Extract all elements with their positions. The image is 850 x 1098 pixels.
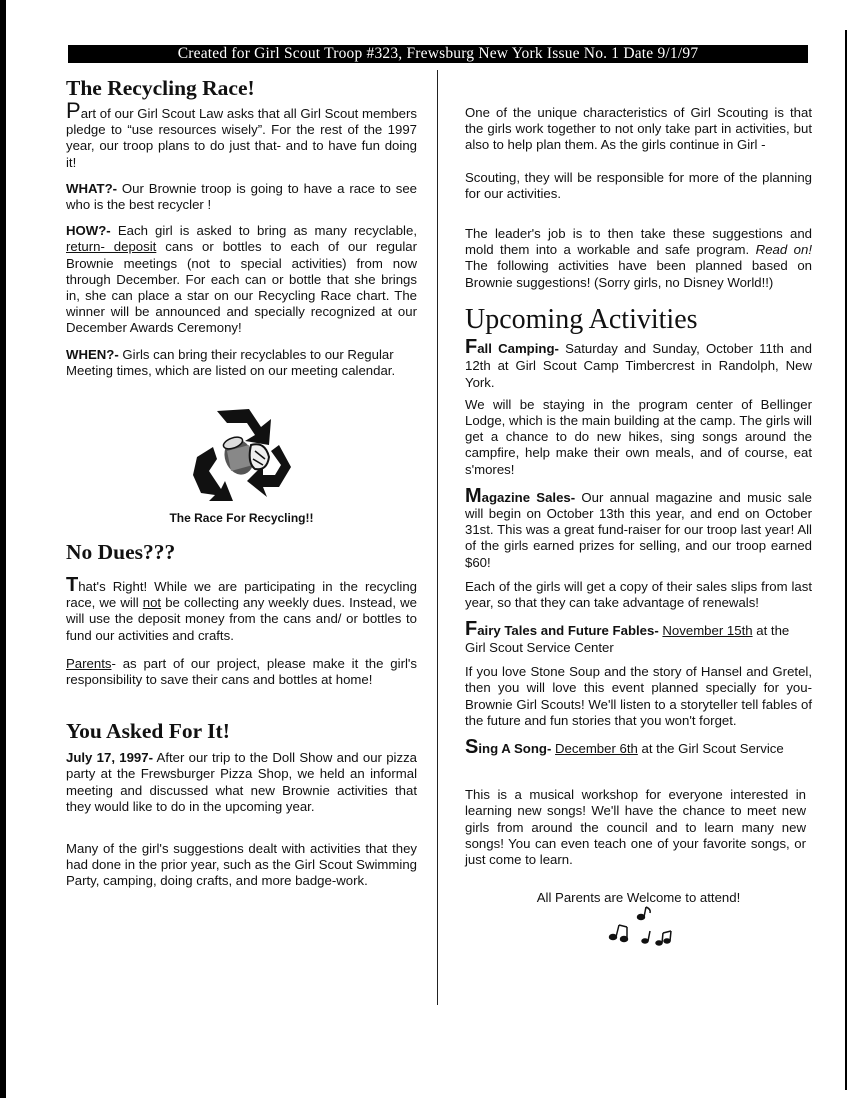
song-paragraph-2: This is a musical workshop for everyone interested in learning new songs! We'll have the chance to meet new girls from around the council and to learn many new songs! You can even teach one of your favorite songs, or just come to learn. xyxy=(465,787,806,868)
dropcap: M xyxy=(465,484,482,507)
how-label: HOW?- xyxy=(66,223,111,239)
column-divider xyxy=(437,70,438,1005)
dues-not: not xyxy=(142,595,162,611)
how-underline: return- deposit xyxy=(66,239,157,255)
dues-paragraph-2 xyxy=(66,656,417,688)
how-text-1: Each girl is asked to bring as many recyclable, xyxy=(110,223,417,239)
magazine-label: agazine Sales- xyxy=(481,489,576,505)
fairy-paragraph xyxy=(465,618,812,656)
fairy-text: at the Girl Scout Service Center xyxy=(465,623,790,656)
fairy-paragraph-2: If you love Stone Soup and the story of Hansel and Gretel, then you will love this event planned specially for you- Brownie Girl Scouts! We'll listen to a storyteller tell fables of the future and fun stories that you won't forget. xyxy=(465,664,812,728)
what-text: Our Brownie troop is going to have a race to see who is the best recycler ! xyxy=(66,180,417,213)
intro-rest: The following activities have been planned based on Brownie suggestions! (Sorry girls, no Disney World!!) xyxy=(465,258,812,290)
how-text-2: cans or bottles to each of our regular Brownie meetings (not to special activities) from now through December. For each can or bottle that she brings in, she can place a star on our Recycling Race chart. The winner will be announced and specially recognized at our December Awards Ceremony! xyxy=(66,239,417,336)
asked-paragraph-2: Many of the girl's suggestions dealt with activities that they had done in the prior year, such as the Girl Scout Swimming Party, camping, doing crafts, and more badge-work. xyxy=(66,841,417,889)
recycling-what xyxy=(66,181,417,213)
camping-paragraph-2: We will be staying in the program center of Bellinger Lodge, which is the main building at the camp. The girls will get a chance to do new hikes, sing songs around the campfire, help make their own meals, and of course, eat s'mores! xyxy=(465,396,812,477)
asked-paragraph-1 xyxy=(66,750,417,815)
camping-paragraph xyxy=(465,335,812,391)
page-edge-left xyxy=(0,0,6,1098)
dropcap: S xyxy=(465,736,479,759)
magazine-paragraph xyxy=(465,484,812,571)
asked-title: You Asked For It! xyxy=(66,719,230,744)
closing-line: All Parents are Welcome to attend! xyxy=(536,890,741,906)
music-notes-icon xyxy=(593,905,683,949)
right-column xyxy=(465,105,812,949)
fairy-label: airy Tales and Future Fables- xyxy=(477,623,659,639)
when-text: Girls can bring their recyclables to our Regular Meeting times, which are listed on our meeting calendar. xyxy=(66,346,396,378)
when-label: WHEN?- xyxy=(66,346,119,362)
bottle-icon xyxy=(249,444,268,469)
masthead-banner: Created for Girl Scout Troop #323, Frewsburg New York Issue No. 1 Date 9/1/97 xyxy=(68,45,808,63)
dropcap: P xyxy=(66,98,81,123)
read-on: Read on! xyxy=(755,242,812,258)
fairy-date: November 15th xyxy=(662,623,753,639)
camping-label: all Camping- xyxy=(477,340,559,356)
dues-text-2: be collecting any weekly dues. Instead, we will use the deposit money from the cans and/ or bottles to fund our activities and crafts. xyxy=(66,595,417,643)
recycling-clipart xyxy=(187,405,297,505)
intro-paragraph-1: One of the unique characteristics of Girl Scouting is that the girls work together to not only take part in activities, but also to help plan them. As the girls continue in Girl - xyxy=(465,105,812,153)
camping-text: Saturday and Sunday, October 11th and 12th at Girl Scout Camp Timbercrest in Randolph, New York. xyxy=(465,340,812,390)
dropcap: F xyxy=(465,335,478,358)
magazine-paragraph-2: Each of the girls will get a copy of their sales slips from last year, so that they can take advantage of renewals! xyxy=(465,578,812,611)
dropcap: F xyxy=(465,618,478,641)
song-text: at the Girl Scout Service xyxy=(637,741,784,757)
what-label: WHAT?- xyxy=(66,180,118,196)
magazine-text: Our annual magazine and music sale will begin on October 13th this year, and end on October 31st. This was a great fund-raiser for our troop last year! All of the girls earned prizes for selling, and our troop earned $60! xyxy=(465,489,812,570)
asked-date: July 17, 1997- xyxy=(66,750,153,766)
recycling-how xyxy=(66,223,417,336)
recycling-intro-text: art of our Girl Scout Law asks that all Girl Scout members pledge to “use resources wisely”. For the rest of the 1997 year, our troop plans to do just that- and to have fun doing it! xyxy=(66,106,417,170)
recycling-title: The Recycling Race! xyxy=(66,76,255,100)
intro-paragraph-2: Scouting, they will be responsible for more of the planning for our activities. xyxy=(465,169,812,201)
intro-text: The leader's job is to then take these suggestions and mold them into a workable and safe program. xyxy=(465,226,812,258)
intro-paragraph-3 xyxy=(465,226,812,291)
parents-text: - as part of our project, please make it the girl's responsibility to save their cans and bottles at home! xyxy=(66,655,417,688)
asked-text: After our trip to the Doll Show and our pizza party at the Frewsburger Pizza Shop, we held an informal meeting and discussed what new Brownie activities that they would like to do in the upcoming year. xyxy=(66,750,417,814)
page-edge-right xyxy=(845,30,847,1090)
recycling-when xyxy=(66,347,417,379)
song-label: ing A Song- xyxy=(478,741,552,757)
image-caption: The Race For Recycling!! xyxy=(169,511,314,526)
left-column xyxy=(66,75,417,890)
song-date: December 6th xyxy=(555,741,638,757)
dues-paragraph-1 xyxy=(66,574,417,644)
parents-label: Parents xyxy=(66,655,112,671)
dues-text-1: hat's Right! While we are participating in the recycling race, we will xyxy=(66,579,417,611)
song-paragraph xyxy=(465,736,812,759)
recycling-intro xyxy=(66,98,417,171)
dues-title: No Dues??? xyxy=(66,540,176,565)
dropcap: T xyxy=(66,574,79,597)
upcoming-title: Upcoming Activities xyxy=(465,303,698,335)
